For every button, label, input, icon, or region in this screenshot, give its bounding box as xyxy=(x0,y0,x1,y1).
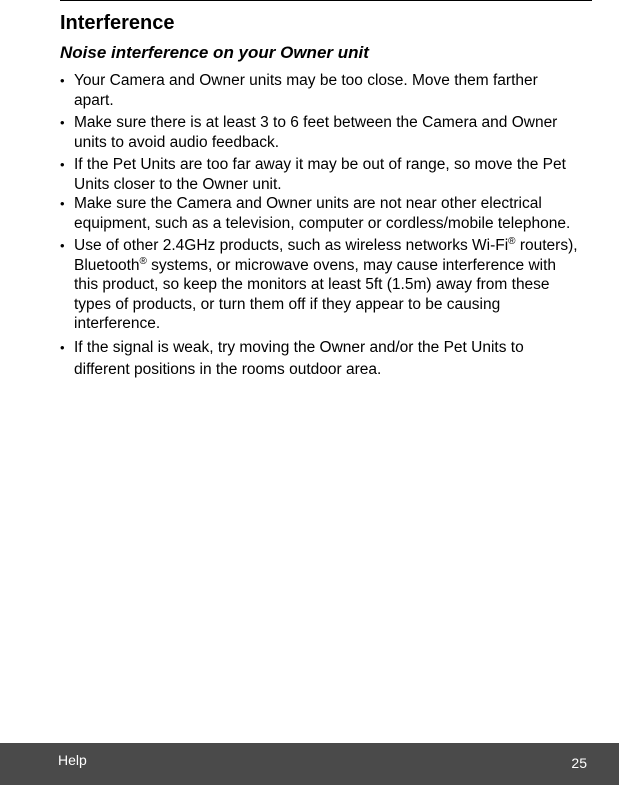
bullet-text xyxy=(74,237,578,332)
page-footer xyxy=(0,743,619,785)
section-subheading: Noise interference on your Owner unit xyxy=(60,43,369,62)
bullet-icon: • xyxy=(60,196,65,211)
bullet-icon: • xyxy=(60,157,65,172)
bullet-text: Make sure there is at least 3 to 6 feet between the Camera and Owner units to avoid audio feedback. xyxy=(74,114,558,151)
list-item xyxy=(60,155,580,194)
bullet-text-part: Use of other 2.4GHz products, such as wireless networks Wi-Fi xyxy=(74,237,509,254)
bullet-text: Make sure the Camera and Owner units are not near other electrical equipment, such as a television, computer or cordless/mobile telephone. xyxy=(74,195,571,232)
list-item xyxy=(60,194,580,233)
list-item xyxy=(60,71,580,110)
bullet-text: If the Pet Units are too far away it may be out of range, so move the Pet Units closer to the Owner unit. xyxy=(74,156,566,193)
bullet-text: If the signal is weak, try moving the Owner and/or the Pet Units to different positions in the rooms outdoor area. xyxy=(74,338,524,378)
list-item xyxy=(60,113,580,152)
bullet-text: Your Camera and Owner units may be too close. Move them farther apart. xyxy=(74,72,538,109)
bullet-icon: • xyxy=(60,238,65,253)
section-heading: Interference xyxy=(60,12,175,34)
footer-section-label: Help xyxy=(58,752,87,768)
bullet-text-part: routers), Bluetooth xyxy=(74,237,578,274)
list-item xyxy=(60,337,580,381)
list-item xyxy=(60,236,580,334)
registered-mark: ® xyxy=(139,255,147,267)
bullet-text-part: systems, or microwave ovens, may cause interference with this product, so keep the monitors at least 5ft (1.5m) away from these types of products, or turn them off if they appear to be causing interference. xyxy=(74,256,557,332)
bullet-list xyxy=(60,71,580,383)
page-number: 25 xyxy=(571,755,587,771)
registered-mark: ® xyxy=(508,236,516,247)
bullet-icon: • xyxy=(60,115,65,130)
top-divider xyxy=(60,0,592,1)
bullet-icon: • xyxy=(60,73,65,88)
bullet-icon: • xyxy=(60,339,65,355)
